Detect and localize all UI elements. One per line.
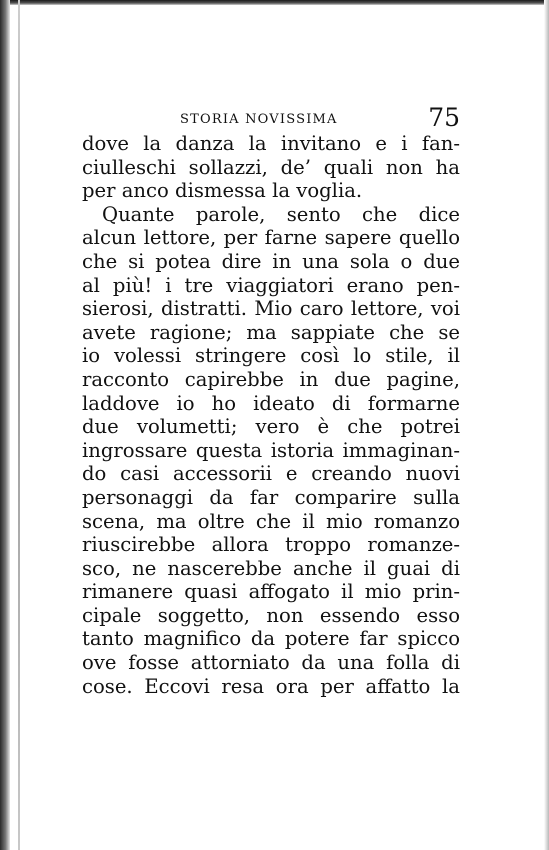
- running-head-title: STORIA NOVISSIMA: [180, 112, 338, 127]
- text-line: io volessi stringere così lo stile, il: [82, 344, 460, 368]
- text-line: che si potea dire in una sola o due: [82, 249, 460, 273]
- text-line: rimanere quasi affogato il mio prin-: [82, 580, 460, 604]
- text-line: per anco dismessa la voglia.: [82, 179, 363, 203]
- text-line: sierosi, distratti. Mio caro lettore, voi: [82, 297, 460, 321]
- body-text: [82, 132, 460, 698]
- text-line: sco, ne nascerebbe anche il guai di: [82, 556, 460, 580]
- text-line: laddove io ho ideato di formarne: [82, 391, 460, 415]
- binding-edge: [0, 0, 10, 850]
- text-line: dove la danza la invitano e i fan-: [82, 132, 460, 155]
- text-line: tanto magnifico da potere far spicco: [82, 627, 460, 651]
- text-line: ciulleschi sollazzi, de’ quali non ha: [82, 155, 460, 179]
- text-line: personaggi da far comparire sulla: [82, 485, 460, 509]
- text-line: do casi accessorii e creando nuovi: [82, 462, 460, 486]
- text-line: avete ragione; ma sappiate che se: [82, 320, 460, 344]
- text-line: al più! i tre viaggiatori erano pen-: [82, 273, 460, 297]
- paragraph-start-line: Quante parole, sento che dice: [102, 202, 460, 226]
- text-line: scena, ma oltre che il mio romanzo: [82, 509, 460, 533]
- text-line: riuscirebbe allora troppo romanze-: [82, 533, 460, 557]
- text-line: alcun lettore, per farne sapere quello: [82, 226, 460, 250]
- text-line: due volumetti; vero è che potrei: [82, 415, 460, 439]
- text-line: ingrossare questa istoria immaginan-: [82, 438, 460, 462]
- text-line: cose. Eccovi resa ora per affatto la: [82, 674, 460, 698]
- gutter-line: [18, 0, 20, 850]
- text-line: cipale soggetto, non essendo esso: [82, 603, 460, 627]
- text-line: racconto capirebbe in due pagine,: [82, 367, 460, 391]
- text-line: ove fosse attorniato da una folla di: [82, 651, 460, 675]
- page-number: 75: [428, 103, 460, 132]
- page-right-edge: [544, 0, 549, 850]
- page-top-edge: [0, 0, 549, 5]
